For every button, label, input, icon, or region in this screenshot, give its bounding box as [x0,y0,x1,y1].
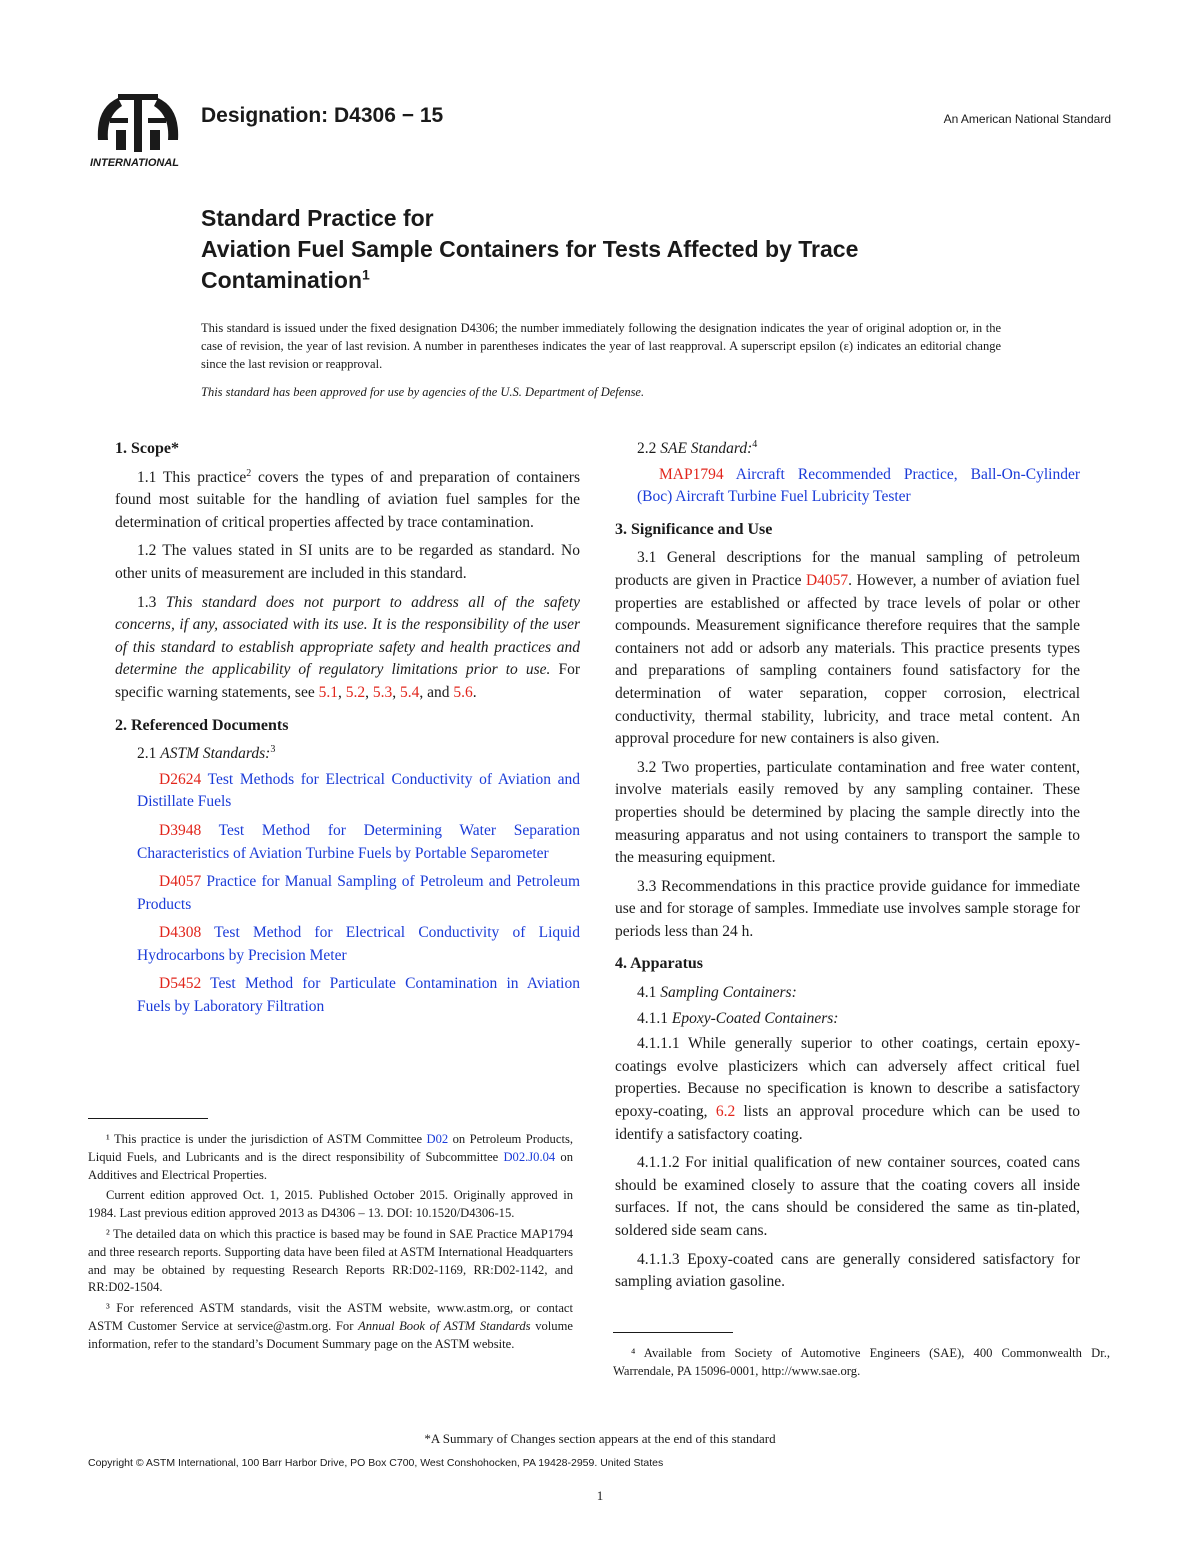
para-3-1: 3.1 General descriptions for the manual sampling of petroleum products are given in Practice D4057. However, a number of aviation fuel properties are established or affected by trace levels of polar or other compounds. Measurement significance therefore requires that the sample containers not add or adsorb any materials. This practice presents types and preparations of sampling containers found satisfactory for the determination of water separation, copper corrosion, electrical conductivity, thermal stability, lubricity, and trace metal content. An approval procedure for new containers is also given. [615,549,1080,748]
scope-heading: 1. Scope* [115,440,179,457]
footnotes-left [88,1131,573,1357]
link-d02[interactable]: D02 [426,1132,449,1146]
reference-item[interactable]: D4057 Practice for Manual Sampling of Petroleum and Petroleum Products [137,873,580,913]
footnote-2: ² The detailed data on which this practice is based may be found in SAE Practice MAP1794 and three research reports. Supporting data have been filed at ASTM International Headquarters and may be obtained by requesting Research Reports RR:D02-1169, RR:D02-1142, and RR:D02-1504. [88,1226,573,1295]
footnote-3: ³ For referenced ASTM standards, visit the ASTM website, www.astm.org, or contact ASTM Customer Service at service@astm.org. For Annual Book of ASTM Standards volume information, refer to the standard’s Document Summary page on the ASTM website. [88,1301,573,1351]
significance-heading: 3. Significance and Use [615,520,773,538]
para-1-1: 1.1 This practice$^2$ covers the types of and preparation of containers found most suitable for the handling of aviation fuel samples for the determination of critical properties affected by trace contamination. [115,467,580,531]
referenced-documents-heading: 2. Referenced Documents [115,716,289,734]
link-5-1[interactable]: 5.1 [318,683,338,701]
right-column [615,438,1080,1300]
footnote-1-edition: Current edition approved Oct. 1, 2015. Published October 2015. Originally approved in 1984. Last previous edition approved 2013 as D4306 – 13. DOI: 10.1520/D4306-15. [88,1188,573,1221]
left-column [115,438,580,1025]
para-4-1-1: 4.1.1 Epoxy-Coated Containers: [637,1009,839,1027]
reference-item[interactable]: D5452 Test Method for Particulate Contamination in Aviation Fuels by Laboratory Filtration [137,975,580,1016]
footnote-divider [613,1332,733,1333]
para-4-1: 4.1 Sampling Containers: [637,984,797,1002]
logo-sub: INTERNATIONAL [90,157,180,169]
para-3-3: 3.3 Recommendations in this practice provide guidance for immediate use and for storage of samples. Immediate use involves sample storage for periods less than 24 h. [615,877,1080,940]
link-6-2[interactable]: 6.2 [715,1103,736,1121]
para-1-2: 1.2 The values stated in SI units are to be regarded as standard. No other units of measurement are included in this standard. [115,542,580,582]
footnotes-right [613,1345,1110,1384]
sae-standard-label: 2.2 SAE Standard:$^4$ [637,438,758,457]
apparatus-heading: 4. Apparatus [615,955,704,973]
reference-item[interactable]: D2624 Test Methods for Electrical Conductivity of Aviation and Distillate Fuels [137,770,580,811]
link-d02-j0-04[interactable]: D02.J0.04 [503,1149,556,1164]
reference-item[interactable]: D3948 Test Method for Determining Water Separation Characteristics of Aviation Turbine Fuels by Portable Separometer [137,821,580,862]
link-d4057[interactable]: D4057 [805,571,849,589]
dod-notice: This standard has been approved for use by agencies of the U.S. Department of Defense. [201,385,645,399]
designation: Designation: D4306 − 15 [201,104,444,127]
astm-standards-label: 2.1 ASTM Standards:$^3$ [137,743,276,763]
para-3-2: 3.2 Two properties, particulate contamination and free water content, involve materials easily removed by any sampling container. These properties should be determined by placing the sample directly into the measuring apparatus and not using containers to transport the sample to the measuring equipment. [615,758,1080,867]
para-1-3: 1.3 This standard does not purport to address all of the safety concerns, if any, associated with its use. It is the responsibility of the user of this standard to establish appropriate safety and health practices and determine the applicability of regulatory limitations prior to use. For specific warning statements, see 5.1, 5.2, 5.3, 5.4, and 5.6. [115,593,581,701]
footnote-1: ¹ This practice is under the jurisdiction of ASTM Committee D02 on Petroleum Products, Liquid Fuels, and Lubricants and is the direct responsibility of Subcommittee D02.J0.04 on Additives and Electrical Properties. [88,1132,573,1182]
title-line-2: Aviation Fuel Sample Containers for Tests Affected by Trace Contamination$^1$ [201,236,859,293]
national-standard-label: An American National Standard [943,112,1111,126]
astm-logo [88,88,188,170]
footnote-4: ⁴ Available from Society of Automotive Engineers (SAE), 400 Commonwealth Dr., Warrendale, PA 15096-0001, http://www.sae.org. [613,1346,1110,1378]
page-number: 1 [596,1488,604,1503]
astm-reference-list [115,769,580,1019]
para-4-1-1-1: 4.1.1.1 While generally superior to other coatings, certain epoxy-coatings evolve plasticizers which can adversely affect critical fuel properties. Because no specification is known to describe a satisfactory epoxy-coating, 6.2 lists an approval procedure which can be used to identify a satisfactory coating. [615,1035,1080,1143]
footnote-divider [88,1118,208,1119]
sae-reference-item[interactable]: MAP1794 Aircraft Recommended Practice, Ball-On-Cylinder (Boc) Aircraft Turbine Fuel Lubricity Tester [637,465,1080,506]
title-line-1: Standard Practice for [201,205,434,231]
title-footnote-mark: 1 [362,266,370,283]
reference-item[interactable]: D4308 Test Method for Electrical Conductivity of Liquid Hydrocarbons by Precision Meter [137,924,580,964]
document-title [201,203,1021,296]
summary-of-changes-note: *A Summary of Changes section appears at the end of this standard [424,1431,776,1446]
link-5-3[interactable]: 5.3 [372,683,393,701]
para-4-1-1-2: 4.1.1.2 For initial qualification of new container sources, coated cans should be examined closely to assure that the coating covers all inside surfaces. If not, the cans should be considered the same as tin-plated, soldered side seam cans. [615,1154,1080,1239]
para-4-1-1-3: 4.1.1.3 Epoxy-coated cans are generally considered satisfactory for sampling aviation gasoline. [615,1250,1080,1291]
link-5-2[interactable]: 5.2 [345,683,366,701]
link-5-6[interactable]: 5.6 [453,683,473,701]
link-5-4[interactable]: 5.4 [399,683,420,701]
copyright: Copyright © ASTM International, 100 Barr Harbor Drive, PO Box C700, West Conshohocken, PA 19428-2959. United States [88,1457,664,1469]
intro-notice: This standard is issued under the fixed designation D4306; the number immediately following the designation indicates the year of original adoption or, in the case of revision, the year of last revision. A number in parentheses indicates the year of last reapproval. A superscript epsilon (ε) indicates an editorial change since the last revision or reapproval. [201,321,1001,371]
